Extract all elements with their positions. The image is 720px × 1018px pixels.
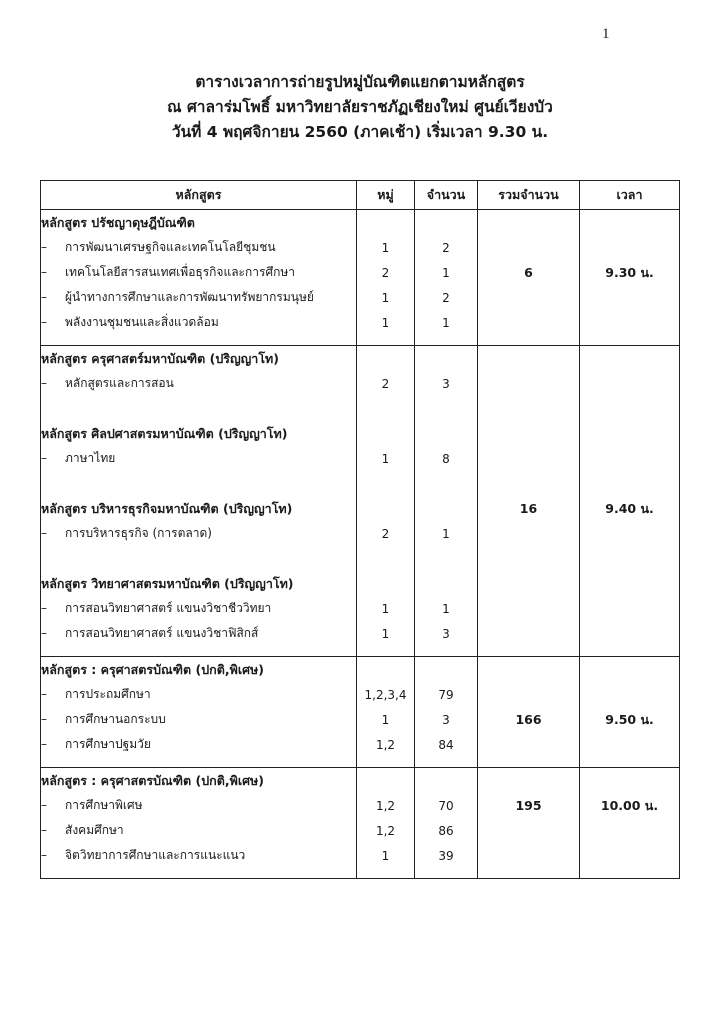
program-name: หลักสูตร ครุศาสตร์มหาบัณฑิต (ปริญญาโท) [41, 346, 357, 372]
list-dash: – [41, 315, 47, 329]
title-line-3: วันที่ 4 พฤศจิกายน 2560 (ภาคเช้า) เริ่มเวลา 9.30 น. [171, 123, 549, 141]
spacer-row [41, 868, 680, 879]
list-dash: – [41, 240, 47, 254]
group-number: 2 [357, 260, 415, 285]
major-name: จิตวิทยาการศึกษาและการแนะแนว [65, 848, 246, 862]
list-dash: – [41, 601, 47, 615]
student-count: 2 [415, 235, 478, 260]
header-total: รวมจำนวน [478, 181, 580, 210]
list-dash: – [41, 376, 47, 390]
student-count: 3 [415, 707, 478, 732]
list-dash: – [41, 626, 47, 640]
student-count: 3 [415, 621, 478, 646]
program-header-row [41, 657, 680, 683]
major-name: การศึกษาพิเศษ [65, 798, 143, 812]
spacer-row [41, 646, 680, 657]
program-name: หลักสูตร : ครุศาสตรบัณฑิต (ปกติ,พิเศษ) [41, 768, 357, 794]
group-number: 2 [357, 521, 415, 546]
table-row [41, 521, 680, 546]
table-row [41, 621, 680, 646]
table-row [41, 446, 680, 471]
table-row [41, 707, 680, 732]
program-header-row [41, 571, 680, 596]
major-name: การสอนวิทยาศาสตร์ แขนงวิชาชีววิทยา [65, 601, 272, 615]
group-number: 1 [357, 446, 415, 471]
title-line-1: ตารางเวลาการถ่ายรูปหมู่บัณฑิตแยกตามหลักสูตร [195, 73, 525, 91]
group-number: 1,2 [357, 732, 415, 757]
time-slot-group [41, 346, 680, 657]
table-row [41, 260, 680, 285]
major-name: การบริหารธุรกิจ (การตลาด) [65, 526, 212, 540]
major-name: พลังงานชุมชนและสิ่งแวดล้อม [65, 315, 219, 329]
student-count: 8 [415, 446, 478, 471]
group-time: 9.40 น. [580, 496, 680, 521]
list-dash: – [41, 737, 47, 751]
student-count: 70 [415, 793, 478, 818]
student-count: 2 [415, 285, 478, 310]
program-name: หลักสูตร วิทยาศาสตรมหาบัณฑิต (ปริญญาโท) [41, 571, 357, 596]
group-total: 166 [478, 707, 580, 732]
list-dash: – [41, 290, 47, 304]
program-name: หลักสูตร ปรัชญาดุษฎีบัณฑิต [41, 210, 357, 236]
table-row [41, 596, 680, 621]
group-number: 1 [357, 707, 415, 732]
list-dash: – [41, 712, 47, 726]
table-row [41, 793, 680, 818]
title-line-2: ณ ศาลาร่มโพธิ์ มหาวิทยาลัยราชภัฏเชียงใหม่ ศูนย์เวียงบัว [167, 98, 553, 116]
group-number: 1 [357, 235, 415, 260]
major-name: หลักสูตรและการสอน [65, 376, 174, 390]
group-total: 6 [478, 260, 580, 285]
header-time: เวลา [580, 181, 680, 210]
group-time: 10.00 น. [580, 793, 680, 818]
program-header-row [41, 421, 680, 446]
group-number: 1 [357, 310, 415, 335]
spacer-row [41, 335, 680, 346]
page-number: 1 [602, 26, 610, 42]
group-number: 2 [357, 371, 415, 396]
table-row [41, 682, 680, 707]
student-count: 1 [415, 310, 478, 335]
spacer-row [41, 396, 680, 421]
major-name: ภาษาไทย [65, 451, 116, 465]
student-count: 1 [415, 260, 478, 285]
document-title [0, 70, 720, 145]
list-dash: – [41, 687, 47, 701]
list-dash: – [41, 526, 47, 540]
list-dash: – [41, 848, 47, 862]
list-dash: – [41, 265, 47, 279]
student-count: 1 [415, 521, 478, 546]
table-row [41, 732, 680, 757]
student-count: 86 [415, 818, 478, 843]
student-count: 39 [415, 843, 478, 868]
major-name: การศึกษาปฐมวัย [65, 737, 151, 751]
program-name: หลักสูตร : ครุศาสตรบัณฑิต (ปกติ,พิเศษ) [41, 657, 357, 683]
group-number: 1,2 [357, 818, 415, 843]
major-name: การสอนวิทยาศาสตร์ แขนงวิชาฟิสิกส์ [65, 626, 259, 640]
spacer-row [41, 546, 680, 571]
program-name: หลักสูตร ศิลปศาสตรมหาบัณฑิต (ปริญญาโท) [41, 421, 357, 446]
group-number: 1 [357, 843, 415, 868]
program-header-row [41, 768, 680, 794]
header-count: จำนวน [415, 181, 478, 210]
table-row [41, 843, 680, 868]
group-number: 1,2 [357, 793, 415, 818]
program-header-row [41, 496, 680, 521]
group-time: 9.30 น. [580, 260, 680, 285]
header-program: หลักสูตร [41, 181, 357, 210]
spacer-row [41, 757, 680, 768]
major-name: การประถมศึกษา [65, 687, 151, 701]
major-name: การศึกษานอกระบบ [65, 712, 166, 726]
group-total: 195 [478, 793, 580, 818]
list-dash: – [41, 798, 47, 812]
header-group: หมู่ [357, 181, 415, 210]
group-number: 1 [357, 285, 415, 310]
table-row [41, 371, 680, 396]
program-name: หลักสูตร บริหารธุรกิจมหาบัณฑิต (ปริญญาโท) [41, 496, 357, 521]
time-slot-group [41, 657, 680, 768]
schedule-table [40, 180, 680, 879]
student-count: 1 [415, 596, 478, 621]
table-header-row [41, 181, 680, 210]
student-count: 3 [415, 371, 478, 396]
time-slot-group [41, 768, 680, 879]
group-number: 1 [357, 621, 415, 646]
major-name: ผู้นำทางการศึกษาและการพัฒนาทรัพยากรมนุษย์ [65, 290, 314, 304]
list-dash: – [41, 823, 47, 837]
table-row [41, 285, 680, 310]
table-row [41, 235, 680, 260]
table-row [41, 310, 680, 335]
list-dash: – [41, 451, 47, 465]
time-slot-group [41, 210, 680, 346]
program-header-row [41, 346, 680, 372]
group-number: 1 [357, 596, 415, 621]
student-count: 84 [415, 732, 478, 757]
table-row [41, 818, 680, 843]
major-name: สังคมศึกษา [65, 823, 124, 837]
group-number: 1,2,3,4 [357, 682, 415, 707]
program-header-row [41, 210, 680, 236]
major-name: เทคโนโลยีสารสนเทศเพื่อธุรกิจและการศึกษา [65, 265, 295, 279]
student-count: 79 [415, 682, 478, 707]
group-total: 16 [478, 496, 580, 521]
spacer-row [41, 471, 680, 496]
major-name: การพัฒนาเศรษฐกิจและเทคโนโลยีชุมชน [65, 240, 276, 254]
group-time: 9.50 น. [580, 707, 680, 732]
